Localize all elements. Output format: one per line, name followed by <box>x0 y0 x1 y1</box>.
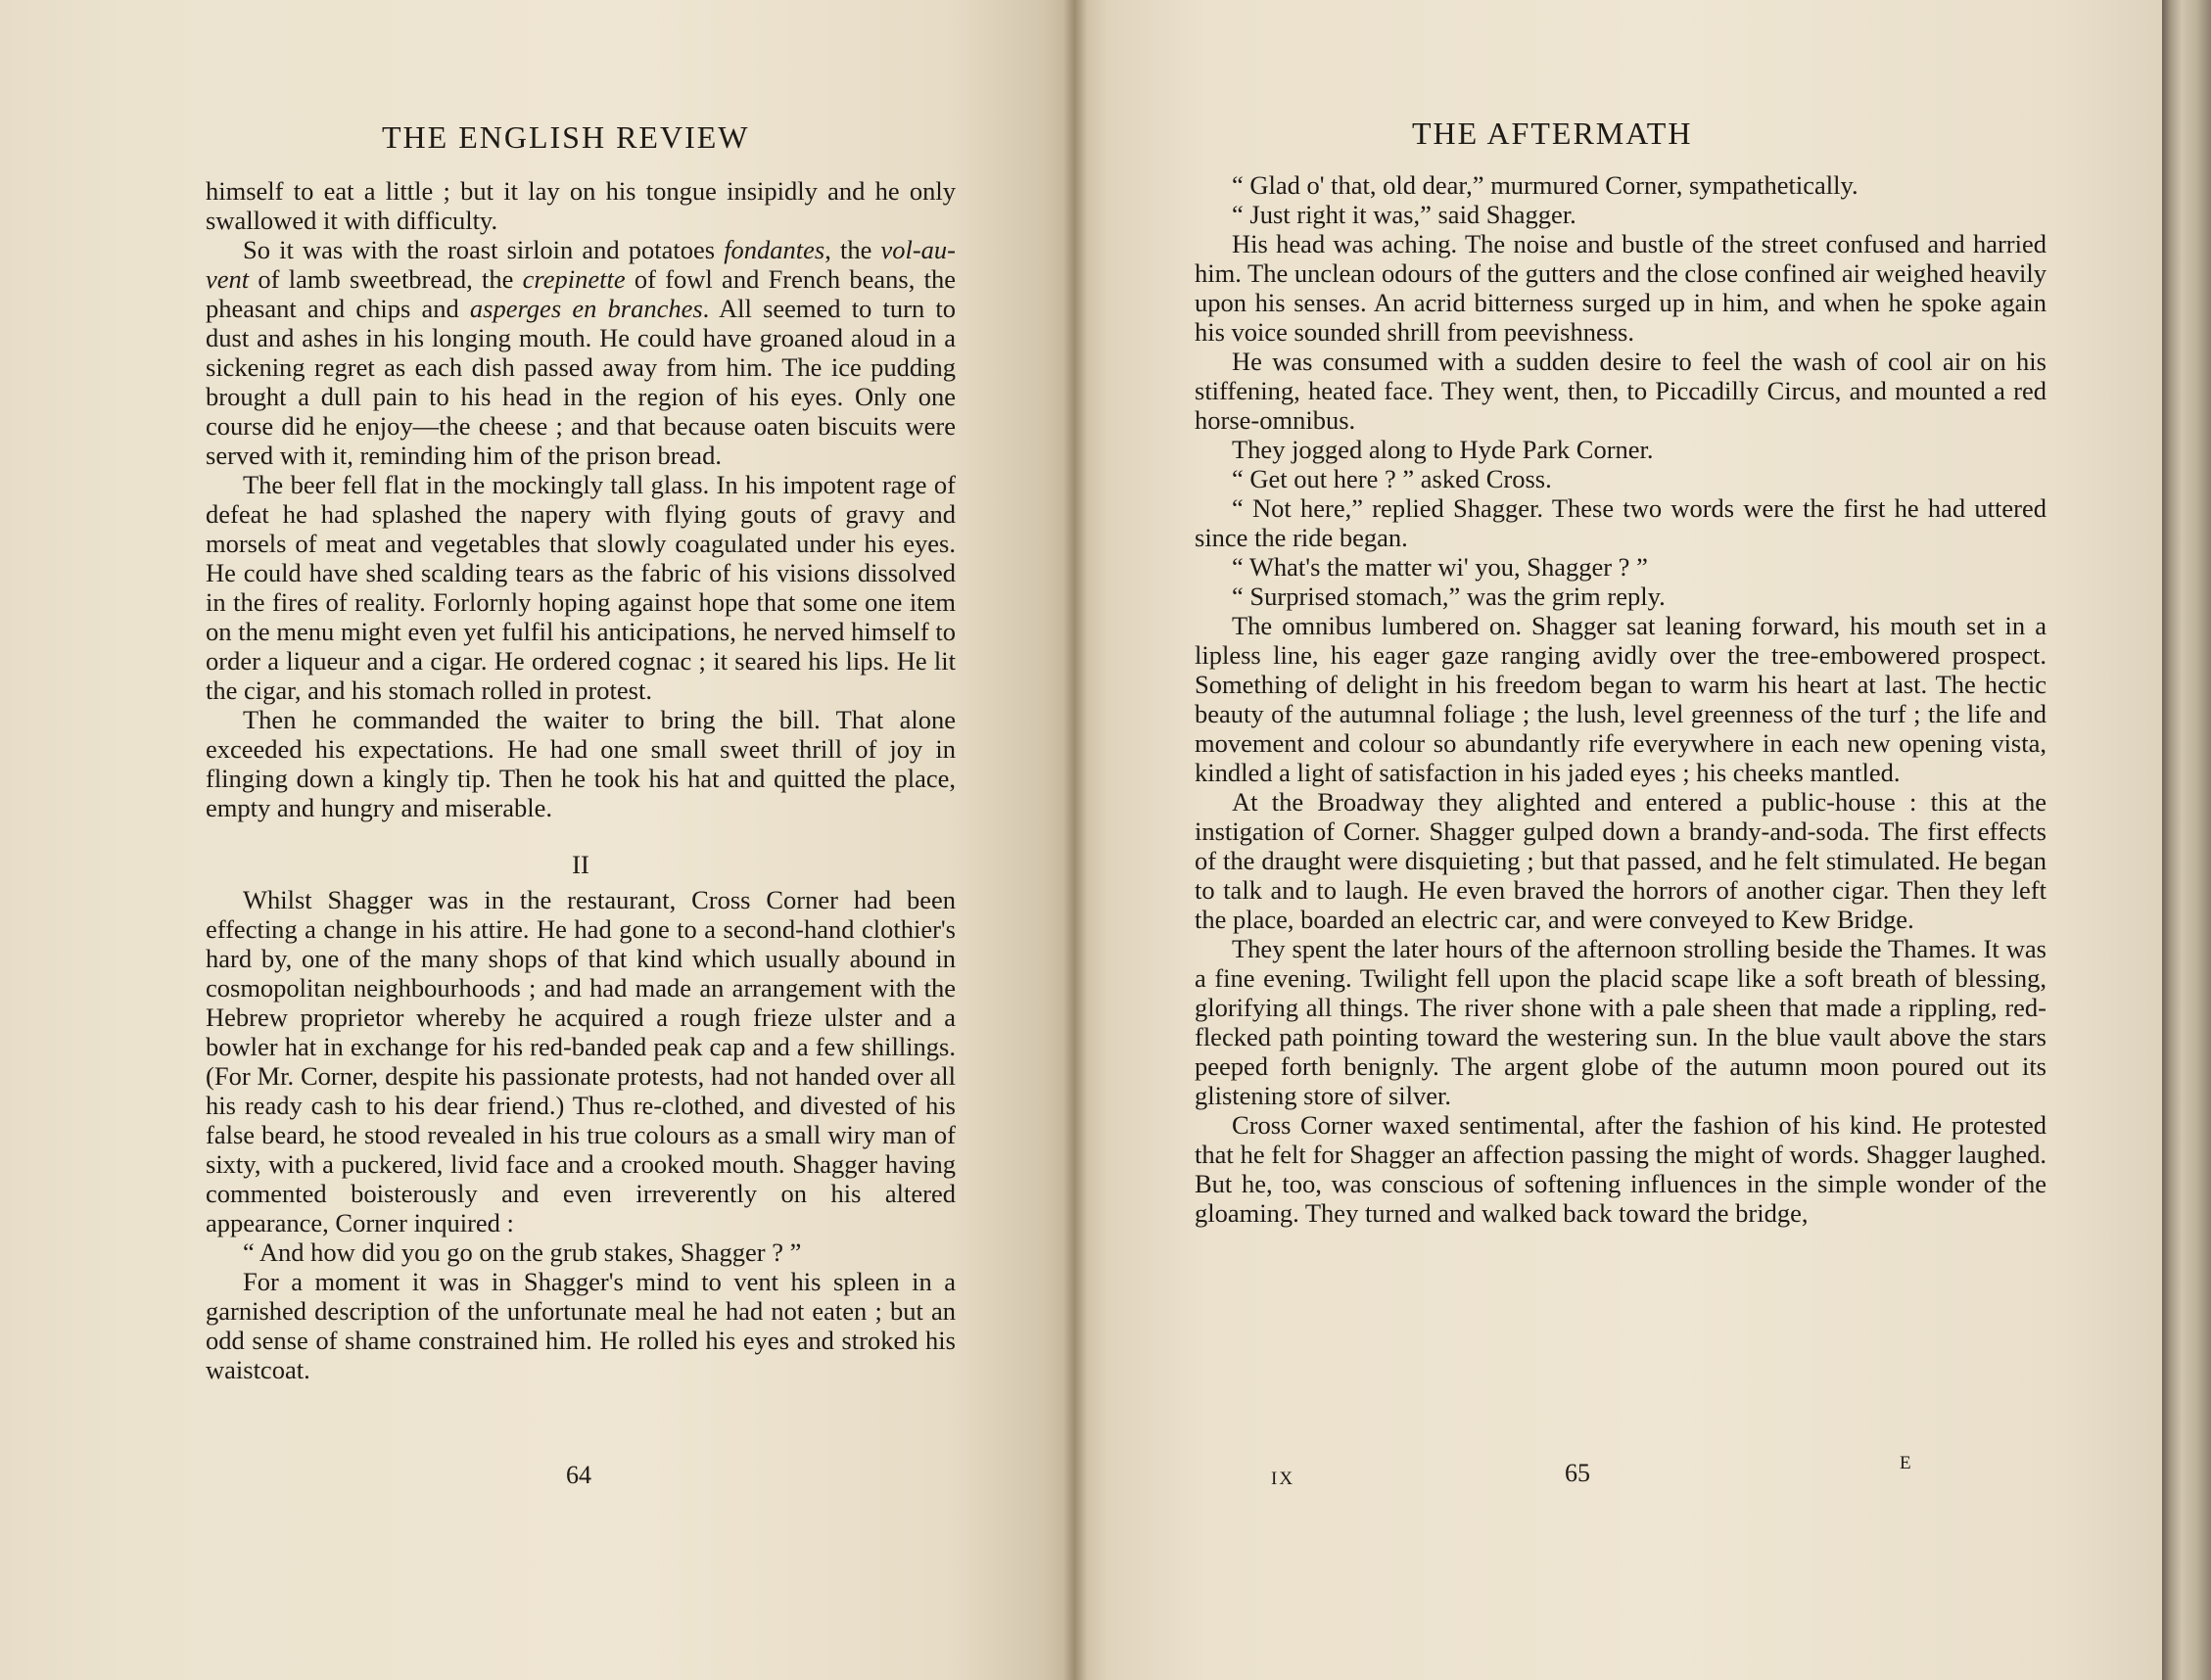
right-paragraph-13: Cross Corner waxed sentimental, after the fashion of his kind. He protested that he felt for Shagger an affection passing the might of words. Shagger laughed. But he, too, was conscious of softening influences in the simple wonder of the gloaming. They turned and walked back toward the bridge, <box>1195 1110 2046 1228</box>
right-paragraph-9: “ Surprised stomach,” was the grim reply. <box>1232 582 1666 611</box>
right-text-block <box>1195 170 2046 1228</box>
right-page-number: 65 <box>1565 1459 1590 1487</box>
left-paragraph-1: himself to eat a little ; but it lay on his tongue insipidly and he only swallowed it with difficulty. <box>206 176 956 235</box>
book-gutter <box>1063 0 1087 1680</box>
right-running-head: THE AFTERMATH <box>1412 116 1693 151</box>
right-paragraph-7: “ Not here,” replied Shagger. These two words were the first he had uttered since the ride began. <box>1195 493 2046 552</box>
left-paragraph-4: Then he commanded the waiter to bring the bill. That alone exceeded his expectations. He had one small sweet thrill of joy in flinging down a kingly tip. Then he took his hat and quitted the place, empty and hungry and miserable. <box>206 705 956 822</box>
left-running-head: THE ENGLISH REVIEW <box>382 119 750 155</box>
right-paragraph-4: He was consumed with a sudden desire to feel the wash of cool air on his stiffening, heated face. They went, then, to Piccadilly Circus, and mounted a red horse-omnibus. <box>1195 347 2046 435</box>
right-paragraph-5: They jogged along to Hyde Park Corner. <box>1232 435 1654 464</box>
signature-letter: E <box>1900 1453 1913 1473</box>
left-paragraph-5: Whilst Shagger was in the restaurant, Cross Corner had been effecting a change in his attire. He had gone to a second-hand clothier's hard by, one of the many shops of that kind which usually abound in cosmopolitan neighbourhoods ; and had made an arrangement with the Hebrew proprietor whereby he acquired a rough frieze ulster and a bowler hat in exchange for his red-banded peak cap and a few shillings. (For Mr. Corner, despite his passionate protests, had not handed over all his ready cash to his dear friend.) Thus re-clothed, and divested of his false beard, he stood revealed in his true colours as a small wiry man of sixty, with a puckered, livid face and a crooked mouth. Shagger having commented boisterously and even irreverently on his altered appearance, Corner inquired : <box>206 885 956 1237</box>
right-paragraph-8: “ What's the matter wi' you, Shagger ? ” <box>1232 552 1648 582</box>
section-number: II <box>572 850 589 879</box>
right-paragraph-6: “ Get out here ? ” asked Cross. <box>1232 464 1552 493</box>
left-page-number: 64 <box>566 1461 591 1489</box>
signature-volume: IX <box>1271 1469 1295 1489</box>
left-paragraph-2: So it was with the roast sirloin and potatoes fondantes, the vol-au-vent of lamb sweetbread, the crepinette of fowl and French beans, the pheasant and chips and asperges en branches. All seemed to turn to dust and ashes in his longing mouth. He could have groaned aloud in a sickening regret as each dish passed away from him. The ice pudding brought a dull pain to his head in the region of his eyes. Only one course did he enjoy—the cheese ; and that because oaten biscuits were served with it, reminding him of the prison bread. <box>206 235 957 470</box>
right-paragraph-2: “ Just right it was,” said Shagger. <box>1232 200 1576 229</box>
left-page <box>0 0 1075 1680</box>
left-text-block <box>206 176 956 1384</box>
right-paragraph-1: “ Glad o' that, old dear,” murmured Corner, sympathetically. <box>1232 170 1858 200</box>
right-page <box>1075 0 2162 1680</box>
page-edges <box>2162 0 2211 1680</box>
left-paragraph-3: The beer fell flat in the mockingly tall glass. In his impotent rage of defeat he had splashed the napery with flying gouts of gravy and morsels of meat and vegetables that slowly coagulated under his eyes. He could have shed scalding tears as the fabric of his visions dissolved in the fires of reality. Forlornly hoping against hope that some one item on the menu might even yet fulfil his anticipations, he nerved himself to order a liqueur and a cigar. He ordered cognac ; it seared his lips. He lit the cigar, and his stomach rolled in protest. <box>206 470 956 705</box>
left-paragraph-7: For a moment it was in Shagger's mind to vent his spleen in a garnished description of the unfortunate meal he had not eaten ; but an odd sense of shame constrained him. He rolled his eyes and stroked his waistcoat. <box>206 1267 956 1384</box>
right-paragraph-11: At the Broadway they alighted and entered a public-house : this at the instigation of Corner. Shagger gulped down a brandy-and-soda. The first effects of the draught were disquieting ; but that passed, and he felt stimulated. He began to talk and to laugh. He even braved the horrors of another cigar. Then they left the place, boarded an electric car, and were conveyed to Kew Bridge. <box>1195 787 2046 934</box>
right-paragraph-10: The omnibus lumbered on. Shagger sat leaning forward, his mouth set in a lipless line, his eager gaze ranging avidly over the tree-embowered prospect. Something of delight in his freedom began to warm his heart at last. The hectic beauty of the autumnal foliage ; the lush, level greenness of the turf ; the life and movement and colour so abundantly rife everywhere in each new opening vista, kindled a light of satisfaction in his jaded eyes ; his cheeks mantled. <box>1195 611 2046 787</box>
right-paragraph-3: His head was aching. The noise and bustle of the street confused and harried him. The unclean odours of the gutters and the close confined air weighed heavily upon his senses. An acrid bitterness surged up in him, and when he spoke again his voice sounded shrill from peevishness. <box>1195 229 2046 347</box>
right-paragraph-12: They spent the later hours of the afternoon strolling beside the Thames. It was a fine evening. Twilight fell upon the placid scape like a soft breath of blessing, glorifying all things. The river shone with a pale sheen that made a rippling, red-flecked path pointing toward the westering sun. In the blue vault above the stars peeped forth benignly. The argent globe of the autumn moon poured out its glistening store of silver. <box>1195 934 2046 1110</box>
left-paragraph-6: “ And how did you go on the grub stakes, Shagger ? ” <box>243 1237 802 1267</box>
